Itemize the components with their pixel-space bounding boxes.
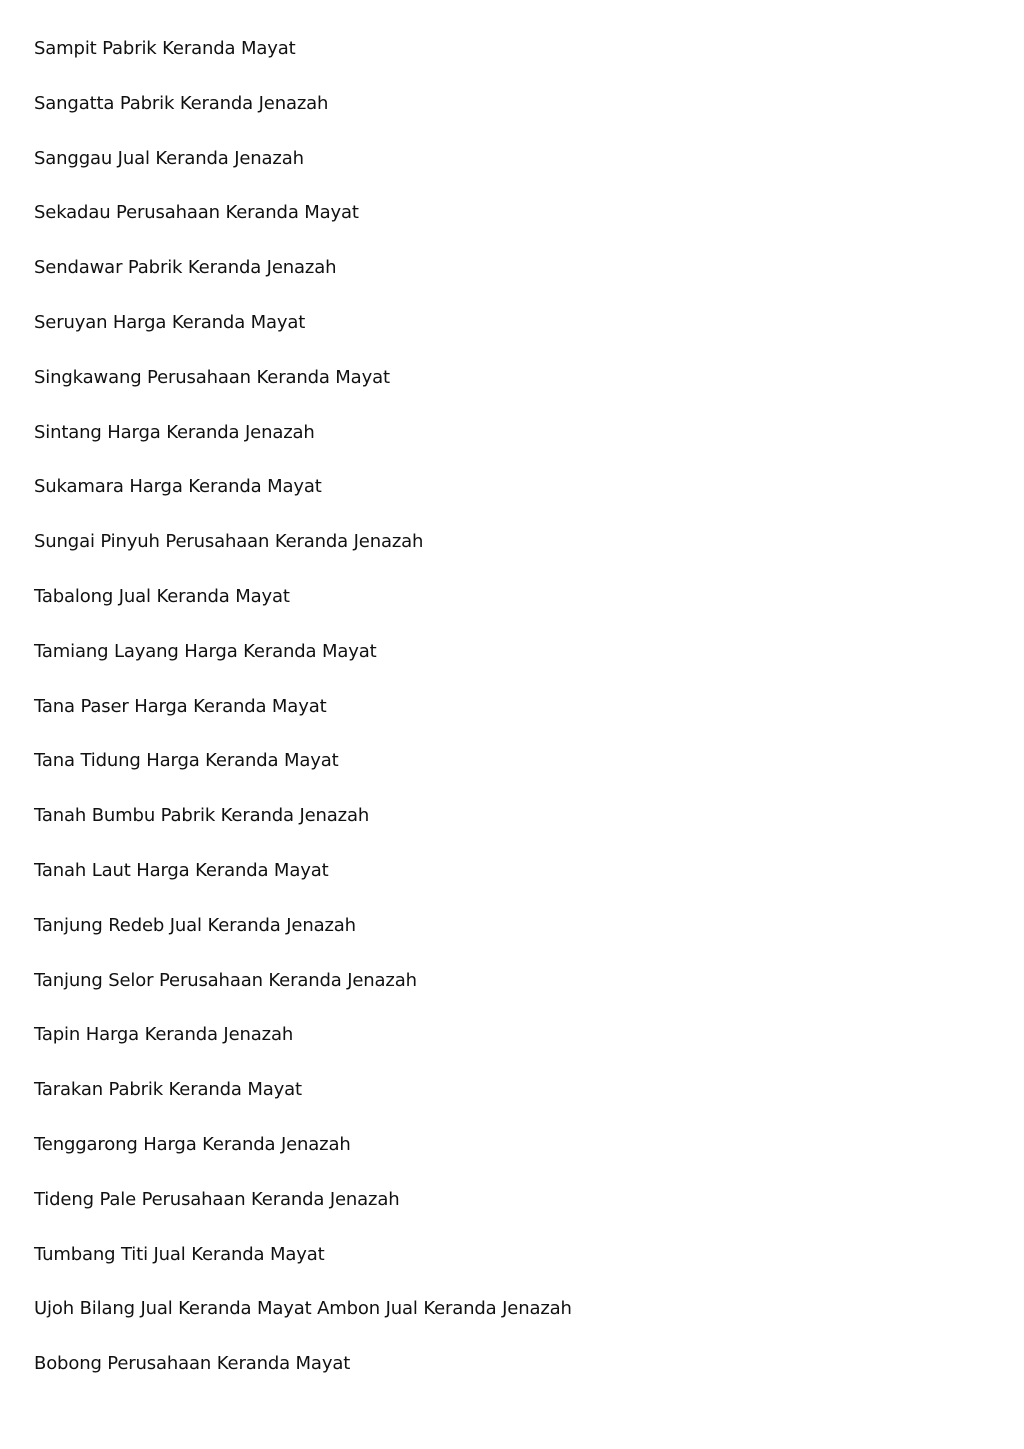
text-line: Bobong Perusahaan Keranda Mayat [34, 1353, 351, 1375]
text-line: Tabalong Jual Keranda Mayat [34, 585, 290, 607]
text-line: Tumbang Titi Jual Keranda Mayat [34, 1243, 325, 1265]
text-line: Singkawang Perusahaan Keranda Mayat [34, 366, 390, 388]
text-line: Tanah Bumbu Pabrik Keranda Jenazah [34, 805, 370, 827]
text-line: Tenggarong Harga Keranda Jenazah [34, 1133, 351, 1155]
text-line: Tanjung Selor Perusahaan Keranda Jenazah [34, 969, 417, 991]
text-line: Seruyan Harga Keranda Mayat [34, 311, 306, 333]
text-line: Tamiang Layang Harga Keranda Mayat [34, 640, 377, 662]
text-line: Sanggau Jual Keranda Jenazah [34, 147, 304, 169]
text-line: Ujoh Bilang Jual Keranda Mayat Ambon Jual Keranda Jenazah [34, 1298, 572, 1320]
text-line: Tanjung Redeb Jual Keranda Jenazah [34, 914, 356, 936]
text-line: Sukamara Harga Keranda Mayat [34, 476, 322, 498]
text-line: Sintang Harga Keranda Jenazah [34, 421, 315, 443]
text-line: Sampit Pabrik Keranda Mayat [34, 38, 296, 59]
text-line: Tarakan Pabrik Keranda Mayat [34, 1079, 302, 1101]
text-line: Sungai Pinyuh Perusahaan Keranda Jenazah [34, 531, 424, 553]
text-line: Sendawar Pabrik Keranda Jenazah [34, 257, 337, 279]
text-line: Tideng Pale Perusahaan Keranda Jenazah [34, 1188, 400, 1210]
text-line: Tapin Harga Keranda Jenazah [34, 1024, 294, 1046]
text-line: Tana Tidung Harga Keranda Mayat [34, 750, 339, 772]
text-line-list [34, 34, 572, 1404]
text-line: Tana Paser Harga Keranda Mayat [34, 695, 327, 717]
text-line: Sangatta Pabrik Keranda Jenazah [34, 92, 329, 114]
text-line: Sekadau Perusahaan Keranda Mayat [34, 202, 359, 224]
text-line: Tanah Laut Harga Keranda Mayat [34, 859, 329, 881]
